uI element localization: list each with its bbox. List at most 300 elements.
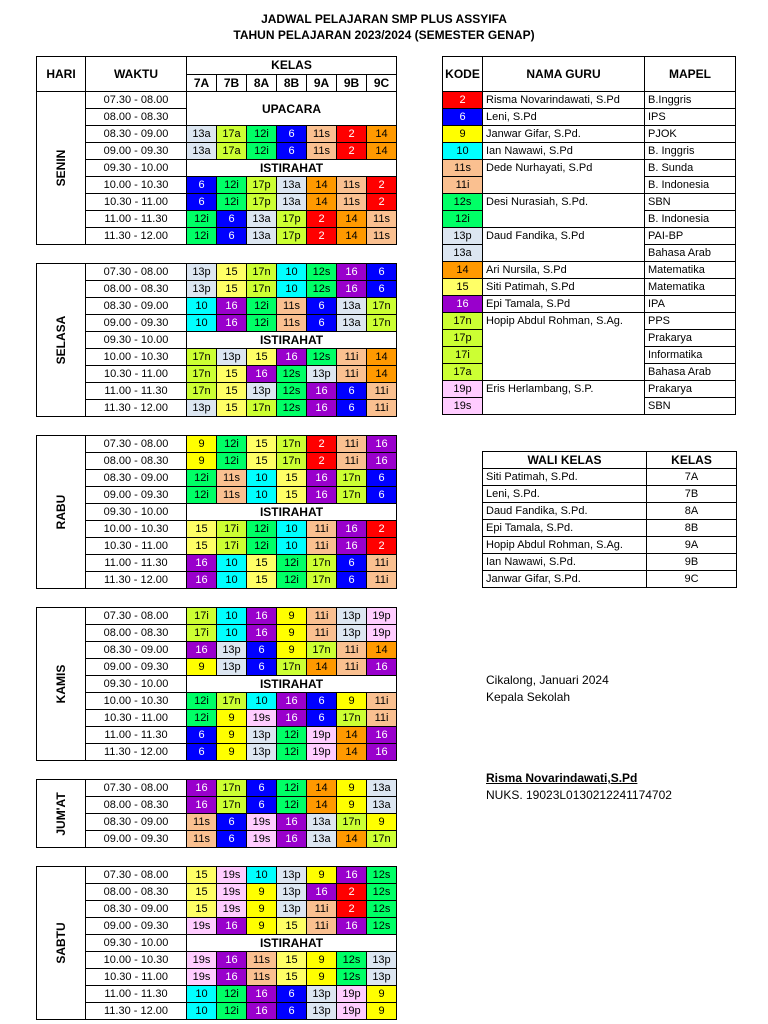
lesson-cell: 15 — [187, 521, 217, 538]
lesson-cell: 16 — [187, 572, 217, 589]
lesson-cell: 10 — [247, 867, 277, 884]
lesson-cell: 16 — [187, 797, 217, 814]
time-cell: 07.30 - 08.00 — [86, 780, 187, 797]
time-cell: 09.30 - 10.00 — [86, 160, 187, 177]
time-cell: 10.30 - 11.00 — [86, 969, 187, 986]
lesson-cell: 12i — [187, 470, 217, 487]
lesson-cell: 13a — [277, 194, 307, 211]
homeroom-class: 9C — [647, 571, 737, 588]
lesson-cell: 15 — [187, 867, 217, 884]
time-cell: 11.00 - 11.30 — [86, 727, 187, 744]
lesson-cell: 11i — [367, 555, 397, 572]
lesson-cell: 9 — [367, 1003, 397, 1020]
teacher-code: 17i — [443, 347, 483, 364]
lesson-cell: 6 — [307, 315, 337, 332]
schedule-row — [37, 814, 397, 831]
lesson-cell: 17n — [217, 693, 247, 710]
lesson-cell: 15 — [217, 383, 247, 400]
lesson-cell: 16 — [247, 366, 277, 383]
teacher-row — [443, 330, 736, 347]
lesson-cell: 14 — [367, 366, 397, 383]
signer-name: Risma Novarindawati,S.Pd — [486, 771, 638, 785]
day-label: JUM'AT — [54, 791, 68, 836]
teacher-subject: Matematika — [645, 279, 736, 296]
lesson-cell: 10 — [217, 555, 247, 572]
homeroom-row — [483, 554, 737, 571]
lesson-cell: 17p — [247, 194, 277, 211]
lesson-cell: 6 — [217, 814, 247, 831]
lesson-cell: 16 — [247, 608, 277, 625]
time-cell: 08.30 - 09.00 — [86, 901, 187, 918]
lesson-cell: 16 — [217, 298, 247, 315]
lesson-cell: 6 — [247, 780, 277, 797]
schedule-row — [37, 160, 397, 177]
homeroom-class: 9B — [647, 554, 737, 571]
lesson-cell: 19p — [307, 727, 337, 744]
schedule-row — [37, 126, 397, 143]
lesson-cell: 9 — [247, 901, 277, 918]
time-cell: 08.00 - 08.30 — [86, 281, 187, 298]
day-cell — [37, 436, 86, 589]
lesson-cell: 16 — [247, 1003, 277, 1020]
nama-guru-header: NAMA GURU — [483, 57, 645, 92]
lesson-cell: 6 — [337, 572, 367, 589]
teacher-row — [443, 228, 736, 245]
day-cell — [37, 92, 86, 245]
schedule-row — [37, 969, 397, 986]
lesson-cell: 13a — [307, 831, 337, 848]
lesson-cell: 15 — [187, 901, 217, 918]
lesson-cell: 14 — [367, 349, 397, 366]
lesson-cell: 10 — [277, 264, 307, 281]
lesson-cell: 17i — [217, 521, 247, 538]
schedule-row — [37, 332, 397, 349]
lesson-cell: 11s — [217, 470, 247, 487]
time-cell: 11.00 - 11.30 — [86, 986, 187, 1003]
teacher-row — [443, 109, 736, 126]
lesson-cell: 6 — [217, 831, 247, 848]
lesson-cell: 14 — [337, 744, 367, 761]
lesson-cell: 16 — [187, 780, 217, 797]
teacher-code: 17a — [443, 364, 483, 381]
time-cell: 11.00 - 11.30 — [86, 211, 187, 228]
span-cell: UPACARA — [187, 92, 397, 126]
schedule-row — [37, 642, 397, 659]
lesson-cell: 19s — [217, 901, 247, 918]
lesson-cell: 16 — [277, 349, 307, 366]
time-cell: 11.00 - 11.30 — [86, 555, 187, 572]
lesson-cell: 12i — [247, 538, 277, 555]
teacher-code: 11s — [443, 160, 483, 177]
kode-header: KODE — [443, 57, 483, 92]
lesson-cell: 12s — [337, 952, 367, 969]
wali-kelas-header: WALI KELAS — [483, 452, 647, 469]
lesson-cell: 6 — [247, 797, 277, 814]
lesson-cell: 16 — [367, 744, 397, 761]
time-cell: 08.00 - 08.30 — [86, 109, 187, 126]
teacher-code: 13a — [443, 245, 483, 262]
teacher-code: 19p — [443, 381, 483, 398]
time-cell: 11.30 - 12.00 — [86, 572, 187, 589]
lesson-cell: 19s — [247, 831, 277, 848]
lesson-cell: 9 — [247, 884, 277, 901]
lesson-cell: 2 — [307, 453, 337, 470]
teacher-row — [443, 262, 736, 279]
lesson-cell: 10 — [247, 487, 277, 504]
lesson-cell: 14 — [367, 126, 397, 143]
lesson-cell: 9 — [307, 952, 337, 969]
lesson-cell: 6 — [247, 659, 277, 676]
lesson-cell: 14 — [337, 211, 367, 228]
lesson-cell: 9 — [367, 986, 397, 1003]
lesson-cell: 15 — [277, 969, 307, 986]
homeroom-class: 8B — [647, 520, 737, 537]
lesson-cell: 11i — [337, 366, 367, 383]
lesson-cell: 17n — [247, 400, 277, 417]
time-cell: 07.30 - 08.00 — [86, 92, 187, 109]
lesson-cell: 14 — [337, 228, 367, 245]
schedule-row — [37, 349, 397, 366]
schedule-row — [37, 797, 397, 814]
kelas-header: KELAS — [187, 57, 397, 75]
teacher-code: 13p — [443, 228, 483, 245]
homeroom-class: 7A — [647, 469, 737, 486]
class-header: 7A — [187, 74, 217, 92]
schedule-row — [37, 831, 397, 848]
lesson-cell: 11s — [307, 143, 337, 160]
schedule-row — [37, 935, 397, 952]
lesson-cell: 10 — [247, 693, 277, 710]
lesson-cell: 16 — [247, 625, 277, 642]
lesson-cell: 11i — [337, 436, 367, 453]
lesson-cell: 13p — [307, 366, 337, 383]
time-cell: 11.30 - 12.00 — [86, 744, 187, 761]
lesson-cell: 12s — [337, 969, 367, 986]
schedule-row — [37, 1003, 397, 1020]
lesson-cell: 6 — [187, 194, 217, 211]
lesson-cell: 13a — [247, 211, 277, 228]
teacher-row — [443, 398, 736, 415]
lesson-cell: 17n — [247, 281, 277, 298]
lesson-cell: 12i — [277, 797, 307, 814]
schedule-row — [37, 281, 397, 298]
teacher-code: 16 — [443, 296, 483, 313]
time-cell: 08.00 - 08.30 — [86, 625, 187, 642]
lesson-cell: 9 — [247, 918, 277, 935]
teacher-code-table — [442, 56, 736, 415]
lesson-cell: 17n — [277, 453, 307, 470]
lesson-cell: 16 — [277, 710, 307, 727]
lesson-cell: 12s — [277, 366, 307, 383]
lesson-cell: 6 — [277, 1003, 307, 1020]
title-line-2: TAHUN PELAJARAN 2023/2024 (SEMESTER GENAP) — [233, 28, 535, 42]
lesson-cell: 17n — [247, 264, 277, 281]
lesson-cell: 11i — [337, 659, 367, 676]
teacher-row — [443, 245, 736, 262]
schedule-row — [37, 538, 397, 555]
lesson-cell: 12i — [247, 298, 277, 315]
lesson-cell: 14 — [367, 642, 397, 659]
lesson-cell: 6 — [337, 383, 367, 400]
lesson-cell: 17n — [367, 315, 397, 332]
lesson-cell: 6 — [187, 744, 217, 761]
schedule-row — [37, 264, 397, 281]
day-cell — [37, 780, 86, 848]
teacher-row — [443, 194, 736, 211]
lesson-cell: 13p — [307, 986, 337, 1003]
lesson-cell: 14 — [337, 727, 367, 744]
lesson-cell: 11s — [367, 228, 397, 245]
schedule-row — [37, 177, 397, 194]
lesson-cell: 10 — [277, 538, 307, 555]
time-cell: 11.30 - 12.00 — [86, 400, 187, 417]
lesson-cell: 13a — [337, 298, 367, 315]
time-cell: 08.30 - 09.00 — [86, 126, 187, 143]
lesson-cell: 17i — [187, 608, 217, 625]
schedule-row — [37, 211, 397, 228]
lesson-cell: 11s — [277, 298, 307, 315]
place-date: Cikalong, Januari 2024 — [486, 673, 609, 687]
lesson-cell: 12i — [187, 211, 217, 228]
lesson-cell: 12i — [187, 487, 217, 504]
lesson-cell: 17n — [187, 383, 217, 400]
lesson-cell: 17n — [307, 642, 337, 659]
time-cell: 10.00 - 10.30 — [86, 349, 187, 366]
teacher-subject: PAI-BP — [645, 228, 736, 245]
lesson-cell: 2 — [337, 884, 367, 901]
lesson-cell: 6 — [337, 555, 367, 572]
lesson-cell: 12s — [367, 867, 397, 884]
teacher-subject: SBN — [645, 194, 736, 211]
time-cell: 10.30 - 11.00 — [86, 710, 187, 727]
day-label: RABU — [54, 494, 68, 530]
homeroom-row — [483, 469, 737, 486]
schedule-row — [37, 521, 397, 538]
lesson-cell: 13p — [217, 642, 247, 659]
time-cell: 10.00 - 10.30 — [86, 952, 187, 969]
homeroom-class: 9A — [647, 537, 737, 554]
span-cell: ISTIRAHAT — [187, 676, 397, 693]
day-label: SENIN — [54, 149, 68, 187]
schedule-row — [37, 986, 397, 1003]
teacher-code: 11i — [443, 177, 483, 194]
lesson-cell: 19s — [187, 952, 217, 969]
teacher-row — [443, 126, 736, 143]
lesson-cell: 12i — [217, 1003, 247, 1020]
kelas-col-header: KELAS — [647, 452, 737, 469]
lesson-cell: 11s — [247, 969, 277, 986]
lesson-cell: 16 — [337, 918, 367, 935]
lesson-cell: 11s — [247, 952, 277, 969]
lesson-cell: 12i — [247, 521, 277, 538]
teacher-row — [443, 143, 736, 160]
schedule-row — [37, 727, 397, 744]
schedule-row — [37, 867, 397, 884]
lesson-cell: 17a — [217, 126, 247, 143]
lesson-cell: 15 — [247, 572, 277, 589]
lesson-cell: 19s — [247, 710, 277, 727]
lesson-cell: 11i — [367, 693, 397, 710]
time-cell: 09.30 - 10.00 — [86, 676, 187, 693]
waktu-header: WAKTU — [86, 57, 187, 92]
lesson-cell: 2 — [337, 143, 367, 160]
lesson-cell: 17n — [187, 366, 217, 383]
day-label: KAMIS — [54, 664, 68, 704]
lesson-cell: 15 — [247, 436, 277, 453]
schedule-row — [37, 710, 397, 727]
lesson-cell: 17n — [307, 572, 337, 589]
teacher-name — [483, 364, 645, 381]
lesson-cell: 10 — [187, 1003, 217, 1020]
lesson-cell: 6 — [367, 470, 397, 487]
lesson-cell: 17n — [337, 710, 367, 727]
teacher-code: 15 — [443, 279, 483, 296]
lesson-cell: 19p — [367, 608, 397, 625]
lesson-cell: 12i — [217, 436, 247, 453]
lesson-cell: 10 — [247, 470, 277, 487]
lesson-cell: 13p — [277, 884, 307, 901]
teacher-subject: Bahasa Arab — [645, 245, 736, 262]
teacher-name: Janwar Gifar, S.Pd. — [483, 126, 645, 143]
time-cell: 08.00 - 08.30 — [86, 797, 187, 814]
time-cell: 08.00 - 08.30 — [86, 453, 187, 470]
lesson-cell: 14 — [367, 143, 397, 160]
class-header: 8A — [247, 74, 277, 92]
lesson-cell: 16 — [307, 487, 337, 504]
teacher-subject: Prakarya — [645, 381, 736, 398]
lesson-cell: 12i — [247, 315, 277, 332]
teacher-name: Epi Tamala, S.Pd — [483, 296, 645, 313]
lesson-cell: 14 — [307, 797, 337, 814]
time-cell: 10.00 - 10.30 — [86, 177, 187, 194]
span-cell: ISTIRAHAT — [187, 935, 397, 952]
lesson-cell: 15 — [217, 366, 247, 383]
class-header: 9B — [337, 74, 367, 92]
span-cell: ISTIRAHAT — [187, 504, 397, 521]
lesson-cell: 15 — [187, 884, 217, 901]
lesson-cell: 16 — [217, 918, 247, 935]
lesson-cell: 16 — [367, 453, 397, 470]
teacher-subject: B. Indonesia — [645, 177, 736, 194]
teacher-name: Eris Herlambang, S.P. — [483, 381, 645, 398]
time-cell: 10.30 - 11.00 — [86, 194, 187, 211]
lesson-cell: 12s — [367, 884, 397, 901]
schedule-row — [37, 780, 397, 797]
lesson-cell: 17n — [337, 470, 367, 487]
teacher-code: 12i — [443, 211, 483, 228]
lesson-cell: 13p — [367, 969, 397, 986]
lesson-cell: 15 — [187, 538, 217, 555]
homeroom-class: 7B — [647, 486, 737, 503]
teacher-code: 19s — [443, 398, 483, 415]
lesson-cell: 11i — [337, 453, 367, 470]
teacher-subject: Informatika — [645, 347, 736, 364]
lesson-cell: 11i — [307, 918, 337, 935]
lesson-cell: 13p — [247, 744, 277, 761]
lesson-cell: 6 — [277, 143, 307, 160]
teacher-row — [443, 92, 736, 109]
lesson-cell: 6 — [217, 211, 247, 228]
lesson-cell: 11i — [367, 710, 397, 727]
class-header: 8B — [277, 74, 307, 92]
lesson-cell: 13a — [277, 177, 307, 194]
lesson-cell: 19s — [187, 918, 217, 935]
lesson-cell: 15 — [247, 453, 277, 470]
lesson-cell: 15 — [217, 264, 247, 281]
lesson-cell: 12i — [277, 744, 307, 761]
time-cell: 08.30 - 09.00 — [86, 298, 187, 315]
lesson-cell: 10 — [217, 608, 247, 625]
lesson-cell: 9 — [307, 867, 337, 884]
lesson-cell: 9 — [277, 625, 307, 642]
time-cell: 08.30 - 09.00 — [86, 814, 187, 831]
lesson-cell: 14 — [337, 831, 367, 848]
homeroom-row — [483, 571, 737, 588]
lesson-cell: 11s — [187, 814, 217, 831]
lesson-cell: 16 — [187, 642, 217, 659]
lesson-cell: 17p — [247, 177, 277, 194]
lesson-cell: 13p — [187, 400, 217, 417]
teacher-name: Dede Nurhayati, S.Pd — [483, 160, 645, 177]
day-gap — [37, 589, 397, 608]
lesson-cell: 6 — [337, 400, 367, 417]
lesson-cell: 14 — [307, 659, 337, 676]
lesson-cell: 13p — [187, 264, 217, 281]
lesson-cell: 12i — [217, 177, 247, 194]
homeroom-row — [483, 520, 737, 537]
teacher-row — [443, 347, 736, 364]
day-label: SELASA — [54, 315, 68, 365]
lesson-cell: 10 — [187, 315, 217, 332]
lesson-cell: 2 — [367, 521, 397, 538]
lesson-cell: 13p — [277, 867, 307, 884]
lesson-cell: 17n — [277, 436, 307, 453]
lesson-cell: 16 — [217, 969, 247, 986]
teacher-name — [483, 347, 645, 364]
lesson-cell: 15 — [277, 918, 307, 935]
lesson-cell: 9 — [187, 436, 217, 453]
homeroom-row — [483, 537, 737, 554]
lesson-cell: 12i — [277, 572, 307, 589]
lesson-cell: 13p — [277, 901, 307, 918]
time-cell: 09.00 - 09.30 — [86, 487, 187, 504]
teacher-code: 6 — [443, 109, 483, 126]
schedule-row — [37, 400, 397, 417]
lesson-cell: 11s — [217, 487, 247, 504]
lesson-cell: 10 — [277, 521, 307, 538]
lesson-cell: 12i — [277, 727, 307, 744]
homeroom-row — [483, 503, 737, 520]
lesson-cell: 16 — [277, 831, 307, 848]
teacher-subject: PJOK — [645, 126, 736, 143]
teacher-name: Desi Nurasiah, S.Pd. — [483, 194, 645, 211]
lesson-cell: 19p — [337, 986, 367, 1003]
teacher-code: 10 — [443, 143, 483, 160]
lesson-cell: 11i — [307, 608, 337, 625]
lesson-cell: 16 — [187, 555, 217, 572]
time-cell: 09.00 - 09.30 — [86, 143, 187, 160]
lesson-cell: 17n — [277, 659, 307, 676]
time-cell: 09.00 - 09.30 — [86, 831, 187, 848]
schedule-row — [37, 366, 397, 383]
lesson-cell: 11i — [307, 625, 337, 642]
time-cell: 10.30 - 11.00 — [86, 366, 187, 383]
teacher-row — [443, 313, 736, 330]
lesson-cell: 17n — [217, 797, 247, 814]
schedule-row — [37, 608, 397, 625]
teacher-row — [443, 381, 736, 398]
lesson-cell: 10 — [187, 986, 217, 1003]
